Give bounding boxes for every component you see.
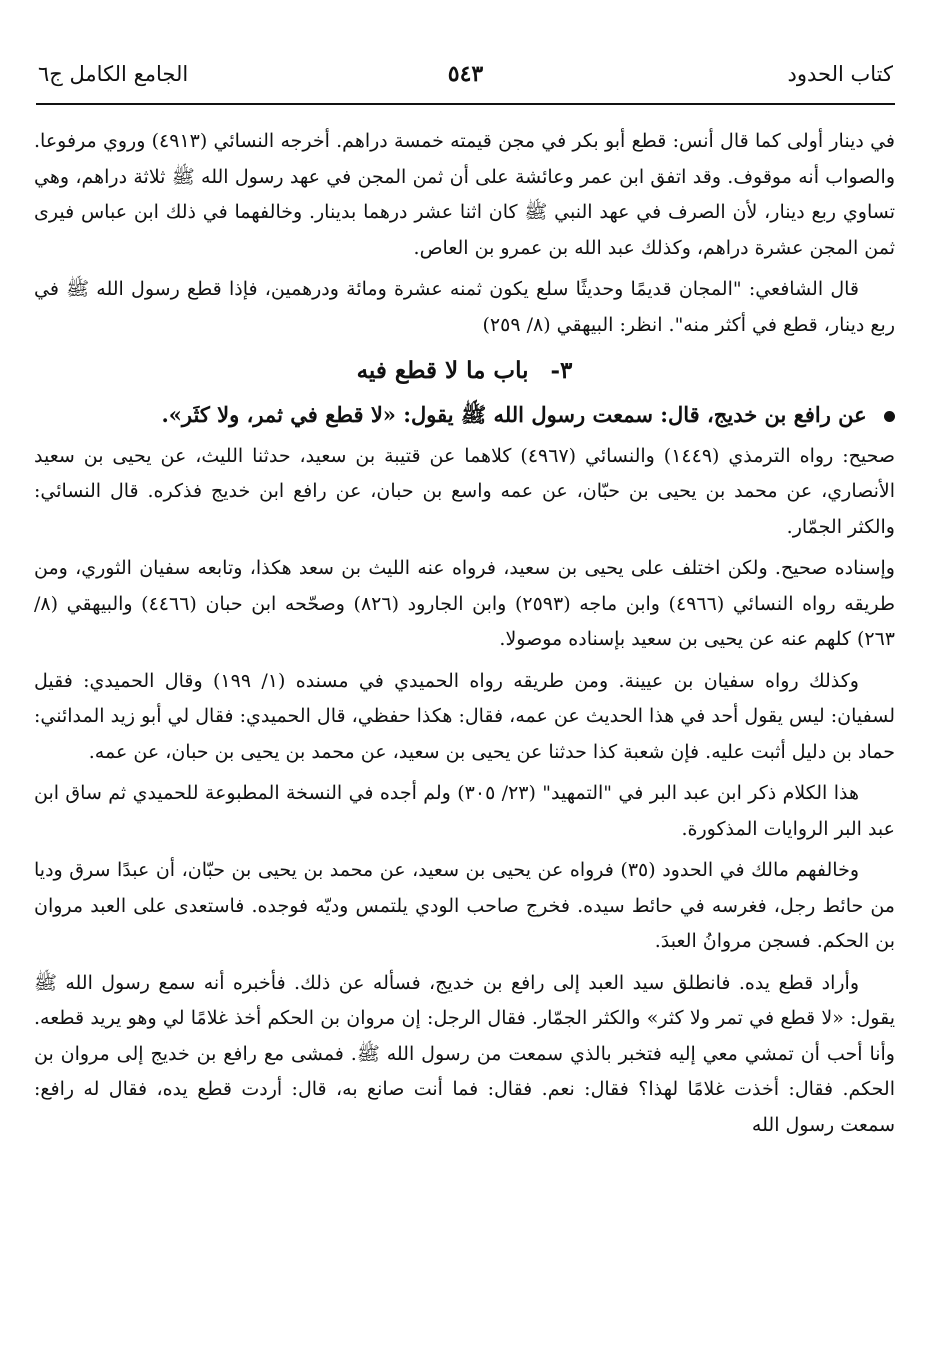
paragraph-4: وإسناده صحيح. ولكن اختلف على يحيى بن سعيد، فرواه عنه الليث بن سعد هكذا، وتابعه سفيان الثوري، ومن طريقه رواه النسائي (٤٩٦٦) وابن ماجه (٢٥٩٣) وابن الجارود (٨٢٦) وصحّحه ابن حبان (٤٤٦٦) والبيهقي (٨/ ٢٦٣) كلهم عنه عن يحيى بن سعيد بإسناده موصولا. — [34, 557, 895, 650]
chapter-heading — [34, 351, 895, 391]
header-divider — [36, 103, 895, 105]
paragraph-1: في دينار أولى كما قال أنس: قطع أبو بكر في مجن قيمته خمسة دراهم. أخرجه النسائي (٤٩١٣) وروي مرفوعا. والصواب أنه موقوف. وقد اتفق ابن عمر وعائشة على أن ثمن المجن في عهد رسول الله ﷺ ثلاثة دراهم، وهي تساوي ربع دينار، لأن الصرف في عهد النبي ﷺ كان اثنا عشر درهما بدينار. وخالفهما في ذلك ابن عباس فيرى ثمن المجن عشرة دراهم، وكذلك عبد الله بن عمرو بن العاص. — [34, 130, 895, 259]
header-volume-title: الجامع الكامل ج٦ — [38, 62, 189, 86]
page-number: ٥٤٣ — [447, 61, 484, 87]
page-body — [34, 124, 895, 1143]
page-header — [38, 52, 893, 96]
hadith-text-block — [34, 397, 895, 433]
paragraph-6: هذا الكلام ذكر ابن عبد البر في "التمهيد" (٢٣/ ٣٠٥) ولم أجده في النسخة المطبوعة للحميدي ثم ساق ابن عبد البر الروايات المذكورة. — [34, 782, 895, 840]
chapter-title: باب ما لا قطع فيه — [356, 357, 529, 384]
chapter-number: ٣- — [550, 357, 573, 384]
paragraph-3: صحيح: رواه الترمذي (١٤٤٩) والنسائي (٤٩٦٧) كلاهما عن قتيبة بن سعيد، حدثنا الليث، عن يحيى بن سعيد الأنصاري، عن محمد بن يحيى بن حبّان، عن عمه واسع بن حبان، عن رافع ابن خديج فذكره. قال النسائي: والكثر الجمّار. — [34, 444, 895, 538]
paragraph-5: وكذلك رواه سفيان بن عيينة. ومن طريقه رواه الحميدي في مسنده (١/ ١٩٩) وقال الحميدي: فقيل لسفيان: ليس يقول أحد في هذا الحديث عن عمه، فقال: هكذا حفظي، قال الحميدي: فقال لي أبو زيد المدائني: حماد بن دليل أثبت عليه. فإن شعبة كذا حدثنا عن يحيى بن سعيد، عن محمد بن يحيى بن حبان، عن عمه. — [34, 669, 895, 763]
paragraph-8: وأراد قطع يده. فانطلق سيد العبد إلى رافع بن خديج، فسأله عن ذلك. فأخبره أنه سمع رسول الله ﷺ يقول: «لا قطع في تمر ولا كثر» والكثر الجمّار. فقال الرجل: إن مروان بن الحكم أخذ غلامًا لي وهو يريد قطعه. وأنا أحب أن تمشي معي إليه فتخبر بالذي سمعت من رسول الله ﷺ. فمشى مع رافع بن خديج إلى مروان بن الحكم. فقال: أخذت غلامًا لهذا؟ فقال: نعم. فقال: فما أنت صانع به، قال: أردت قطع يده، فقال له رافع: سمعت رسول الله — [34, 971, 895, 1136]
paragraph-2: قال الشافعي: "المجان قديمًا وحديثًا سلع يكون ثمنه عشرة ومائة ودرهمين، فإذا قطع رسول الله ﷺ في ربع دينار، قطع في أكثر منه". انظر: البيهقي (٨/ ٢٥٩) — [34, 278, 895, 336]
hadith-text: عن رافع بن خديج، قال: سمعت رسول الله ﷺ يقول: «لا قطع في ثمر، ولا كثَر». — [161, 402, 867, 427]
paragraph-7: وخالفهم مالك في الحدود (٣٥) فرواه عن يحيى بن سعيد، عن محمد بن يحيى بن حبّان، أن عبدًا سرق وديا من حائط رجل، فغرسه في حائط سيده. فخرج صاحب الودي يلتمس وديّه فوجده. فاستعدى على العبد مروان بن الحكم. فسجن مروانُ العبدَ. — [34, 859, 895, 952]
bullet-icon — [884, 411, 895, 422]
header-book-title: كتاب الحدود — [787, 62, 893, 86]
